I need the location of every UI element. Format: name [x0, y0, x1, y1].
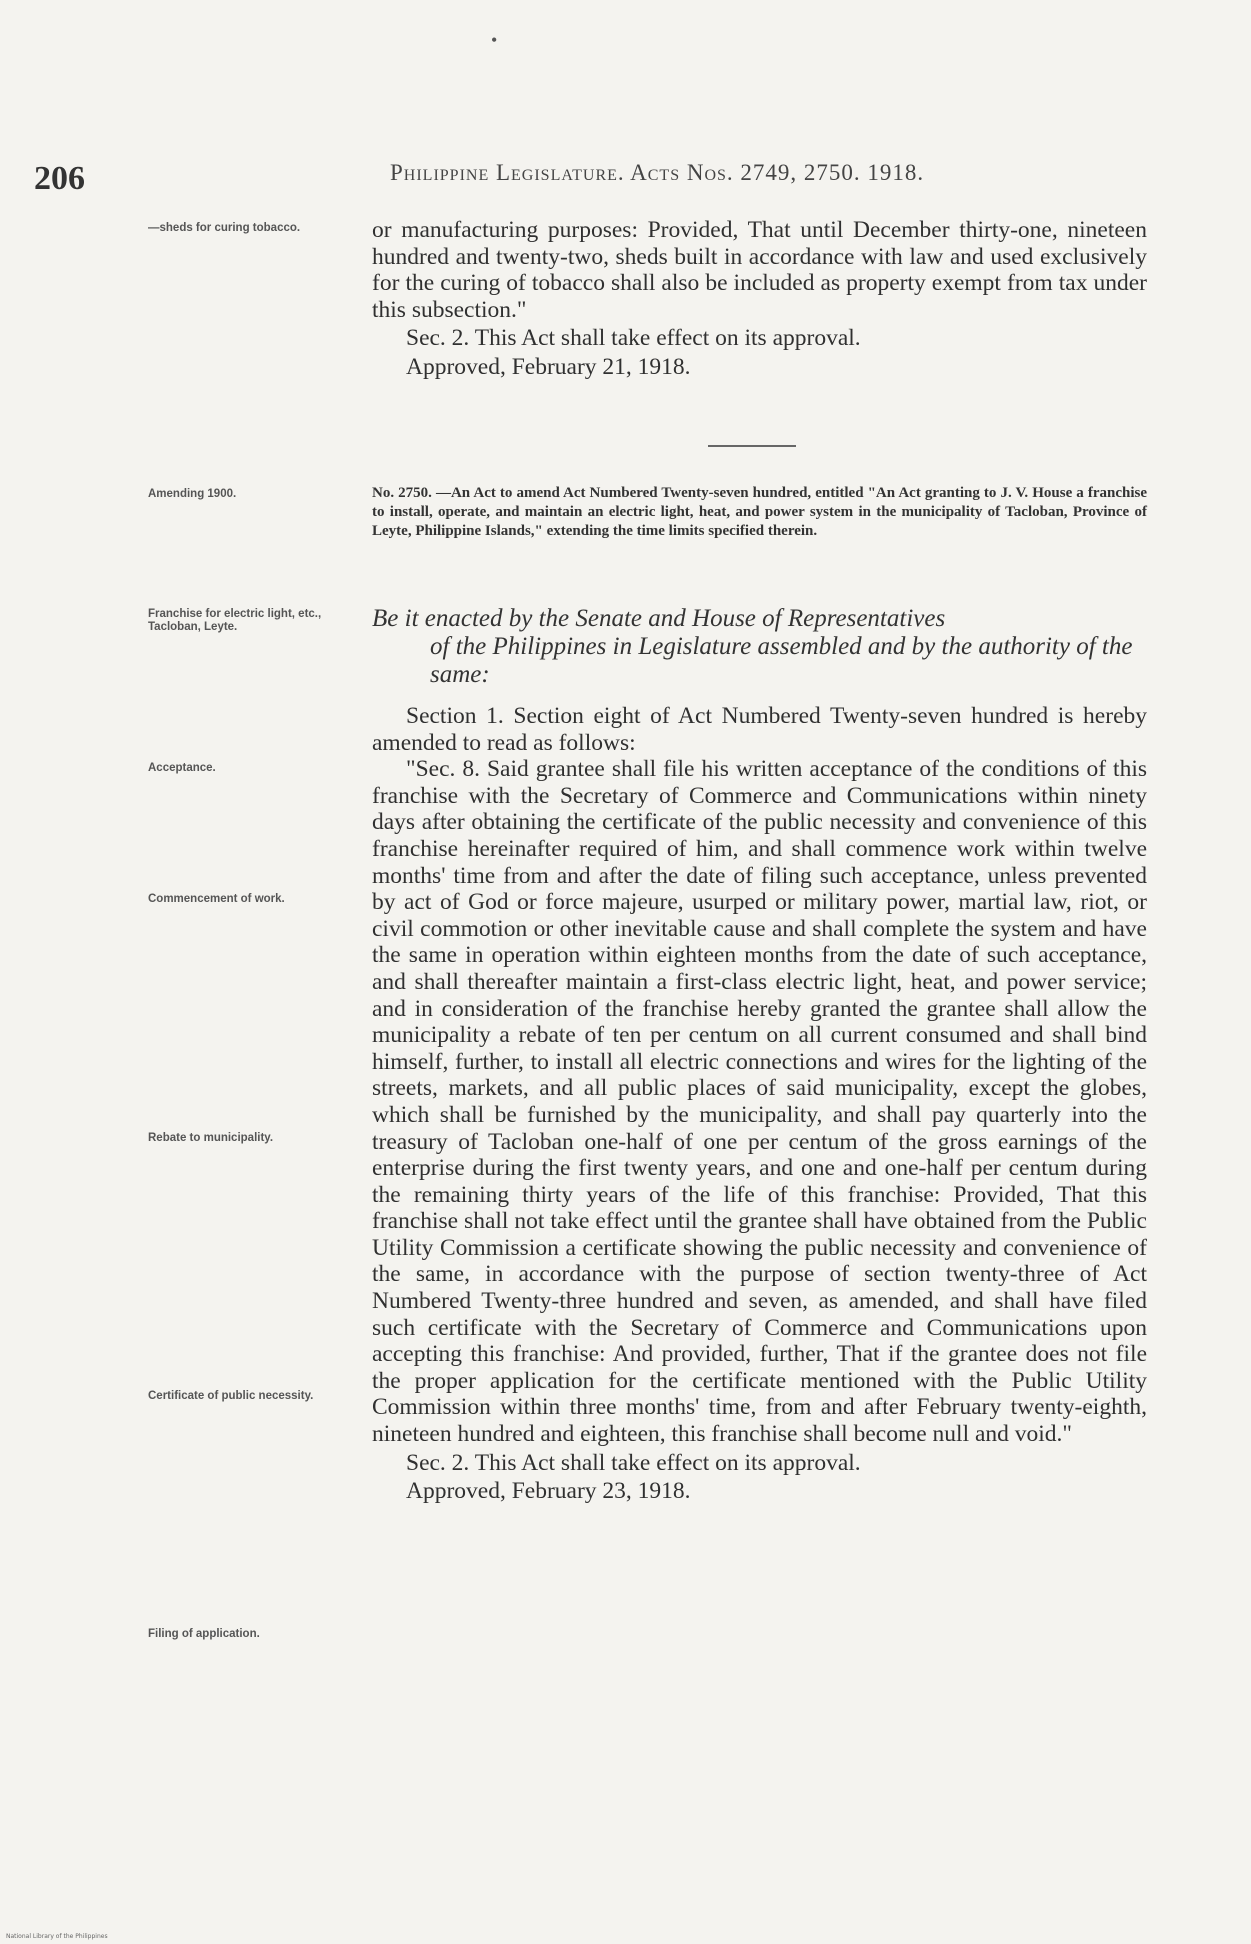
- margin-note-amending: Amending 1900.: [148, 488, 237, 500]
- act-2750-sec2: Sec. 2. This Act shall take effect on its approval.: [406, 1449, 861, 1476]
- margin-note-commencement: Commencement of work.: [148, 893, 285, 905]
- act-2750-title: —An Act to amend Act Numbered Twenty-seven hundred, entitled "An Act granting to J. V. House a franchise to install, operate, and maintain an electric light, heat, and power system in the municipality of Tacloban, Province of Leyte, Philippine Islands," extending the time limits specified therein.: [372, 485, 1147, 539]
- page-mark: •: [491, 30, 498, 50]
- page-number: 206: [34, 160, 85, 197]
- enacting-clause-line1: Be it enacted by the Senate and House of Representatives: [372, 605, 946, 632]
- margin-note-acceptance: Acceptance.: [148, 762, 216, 774]
- act-2749-ending: [372, 217, 1147, 381]
- act-2750-number: No. 2750.: [372, 485, 432, 501]
- running-head: Philippine Legislature. Acts Nos. 2749, 2750. 1918.: [390, 160, 925, 185]
- act-2749-sec2: Sec. 2. This Act shall take effect on its approval.: [406, 325, 861, 352]
- act-2749-paragraph: or manufacturing purposes: Provided, That until December thirty-one, nineteen hundred and twenty-two, sheds built in accordance with law and used exclusively for the curing of tobacco shall also be included as property exempt from tax under this subsection.": [372, 217, 1147, 323]
- section-1: Section 1. Section eight of Act Numbered Twenty-seven hundred is hereby amended to read as follows:: [372, 703, 1147, 756]
- margin-note-franchise: Franchise for electric light, etc., Tacloban, Leyte.: [148, 608, 322, 633]
- margin-note-certificate: Certificate of public necessity.: [148, 1390, 314, 1402]
- act-2750-approved: Approved, February 23, 1918.: [406, 1478, 691, 1505]
- margin-note-filing: Filing of application.: [148, 1628, 260, 1640]
- act-2750-body: [372, 703, 1147, 1505]
- margin-note-rebate: Rebate to municipality.: [148, 1132, 274, 1144]
- margin-note-sheds: —sheds for curing tobacco.: [148, 222, 301, 234]
- section-8-amendment: "Sec. 8. Said grantee shall file his written acceptance of the conditions of this franchise with the Secretary of Commerce and Communications within ninety days after obtaining the certificate of the public necessity and convenience of this franchise hereinafter required of him, and shall commence work within twelve months' time from and after the date of filing such acceptance, unless prevented by act of God or force majeure, usurped or military power, martial law, riot, or civil commotion or other inevitable cause and shall complete the system and have the same in operation within eighteen months from the date of such acceptance, and shall thereafter maintain a first-class electric light, heat, and power service; and in consideration of the franchise hereby granted the grantee shall allow the municipality a rebate of ten per centum on all current consumed and shall bind himself, further, to install all electric connections and wires for the lighting of the streets, markets, and all public places of said municipality, except the globes, which shall be furnished by the municipality, and shall pay quarterly into the treasury of Tacloban one-half of one per centum of the gross earnings of the enterprise during the first twenty years, and one and one-half per centum during the remaining thirty years of the life of this franchise: Provided, That this franchise shall not take effect until the grantee shall have obtained from the Public Utility Commission a certificate showing the public necessity and convenience of the same, in accordance with the purpose of section twenty-three of Act Numbered Twenty-three hundred and seven, as amended, and shall have filed such certificate with the Secretary of Commerce and Communications upon accepting this franchise: And provided, further, That if the grantee does not file the proper application for the certificate mentioned with the Public Utility Commission within three months' time, from and after February twenty-eighth, nineteen hundred and eighteen, this franchise shall become null and void.": [372, 756, 1147, 1448]
- act-2750-heading: [372, 484, 1147, 541]
- enacting-clause: [372, 605, 1147, 689]
- footer-credit: National Library of the Philippines: [6, 1933, 108, 1940]
- section-divider: [708, 445, 796, 447]
- act-2749-approved: Approved, February 21, 1918.: [406, 353, 691, 380]
- enacting-clause-line2: of the Philippines in Legislature assembled and by the authority of the same:: [430, 633, 1133, 688]
